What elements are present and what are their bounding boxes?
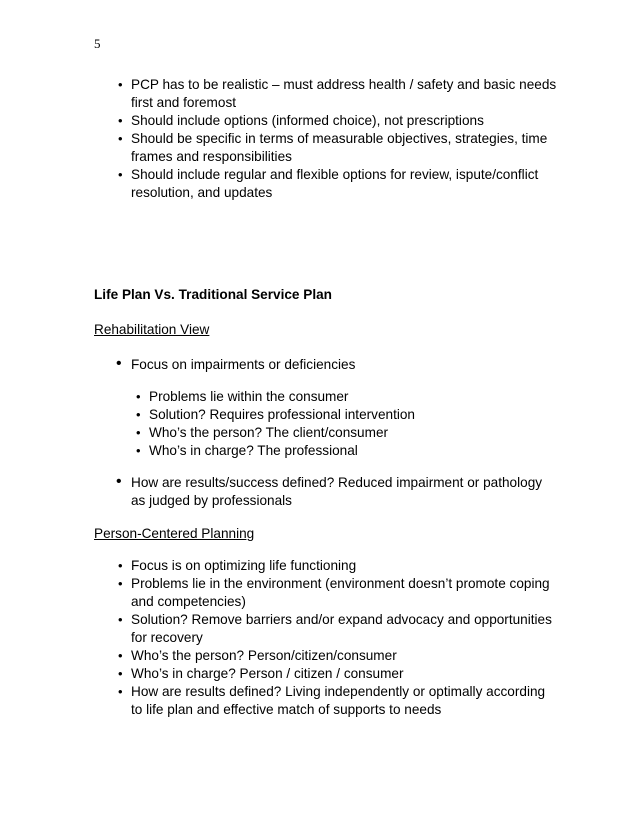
list-item-text: Who’s in charge? Person / citizen / consumer	[131, 666, 404, 681]
list-item	[112, 424, 562, 442]
list-item	[94, 112, 564, 130]
list-item-text: PCP has to be realistic – must address health / safety and basic needs first and foremost	[131, 77, 557, 110]
pcp-bullet-list	[94, 557, 558, 719]
list-item	[94, 611, 558, 647]
pcp-heading: Person-Centered Planning	[94, 526, 255, 541]
list-item-text: Should be specific in terms of measurable objectives, strategies, time frames and responsibilities	[131, 131, 548, 164]
rehab-heading: Rehabilitation View	[94, 322, 210, 337]
list-item	[94, 575, 558, 611]
list-item-text: Who’s in charge? The professional	[149, 443, 358, 458]
intro-bullet-list	[94, 76, 564, 202]
bullet-icon	[118, 575, 123, 593]
rehab-sub-bullet-list	[112, 388, 562, 460]
list-item	[94, 356, 564, 374]
list-item	[112, 388, 562, 406]
rehab-focus-list	[94, 356, 564, 374]
list-item	[94, 130, 564, 166]
bullet-icon	[116, 473, 122, 491]
list-item-text: Problems lie in the environment (environment doesn’t promote coping and competencies)	[131, 576, 550, 609]
list-item-text: Solution? Requires professional intervention	[149, 407, 415, 422]
list-item-text: How are results/success defined? Reduced impairment or pathology as judged by professionals	[131, 475, 543, 508]
bullet-icon	[118, 665, 123, 683]
bullet-icon	[118, 647, 123, 665]
bullet-icon	[136, 424, 141, 442]
list-item-text: Should include options (informed choice), not prescriptions	[131, 113, 484, 128]
list-item	[94, 557, 558, 575]
bullet-icon	[116, 355, 122, 373]
list-item-text: How are results defined? Living independently or optimally according to life plan and effective match of supports to needs	[131, 684, 546, 717]
bullet-icon	[118, 557, 123, 575]
list-item-text: Should include regular and flexible options for review, ispute/conflict resolution, and updates	[131, 167, 539, 200]
bullet-icon	[136, 388, 141, 406]
bullet-icon	[136, 406, 141, 424]
rehab-results-list	[94, 474, 554, 510]
list-item	[94, 647, 558, 665]
bullet-icon	[118, 76, 123, 94]
bullet-icon	[136, 442, 141, 460]
list-item	[94, 76, 564, 112]
list-item	[94, 665, 558, 683]
bullet-icon	[118, 683, 123, 701]
section-title: Life Plan Vs. Traditional Service Plan	[94, 287, 332, 302]
list-item	[94, 683, 558, 719]
list-item-text: Solution? Remove barriers and/or expand advocacy and opportunities for recovery	[131, 612, 552, 645]
bullet-icon	[118, 611, 123, 629]
bullet-icon	[118, 130, 123, 148]
list-item-text: Focus is on optimizing life functioning	[131, 558, 357, 573]
list-item-text: Problems lie within the consumer	[149, 389, 349, 404]
list-item	[94, 166, 564, 202]
list-item	[94, 474, 554, 510]
list-item-text: Focus on impairments or deficiencies	[131, 357, 356, 372]
list-item-text: Who’s the person? The client/consumer	[149, 425, 389, 440]
page-number: 5	[94, 36, 101, 51]
list-item	[112, 442, 562, 460]
list-item-text: Who’s the person? Person/citizen/consumer	[131, 648, 397, 663]
bullet-icon	[118, 166, 123, 184]
bullet-icon	[118, 112, 123, 130]
list-item	[112, 406, 562, 424]
